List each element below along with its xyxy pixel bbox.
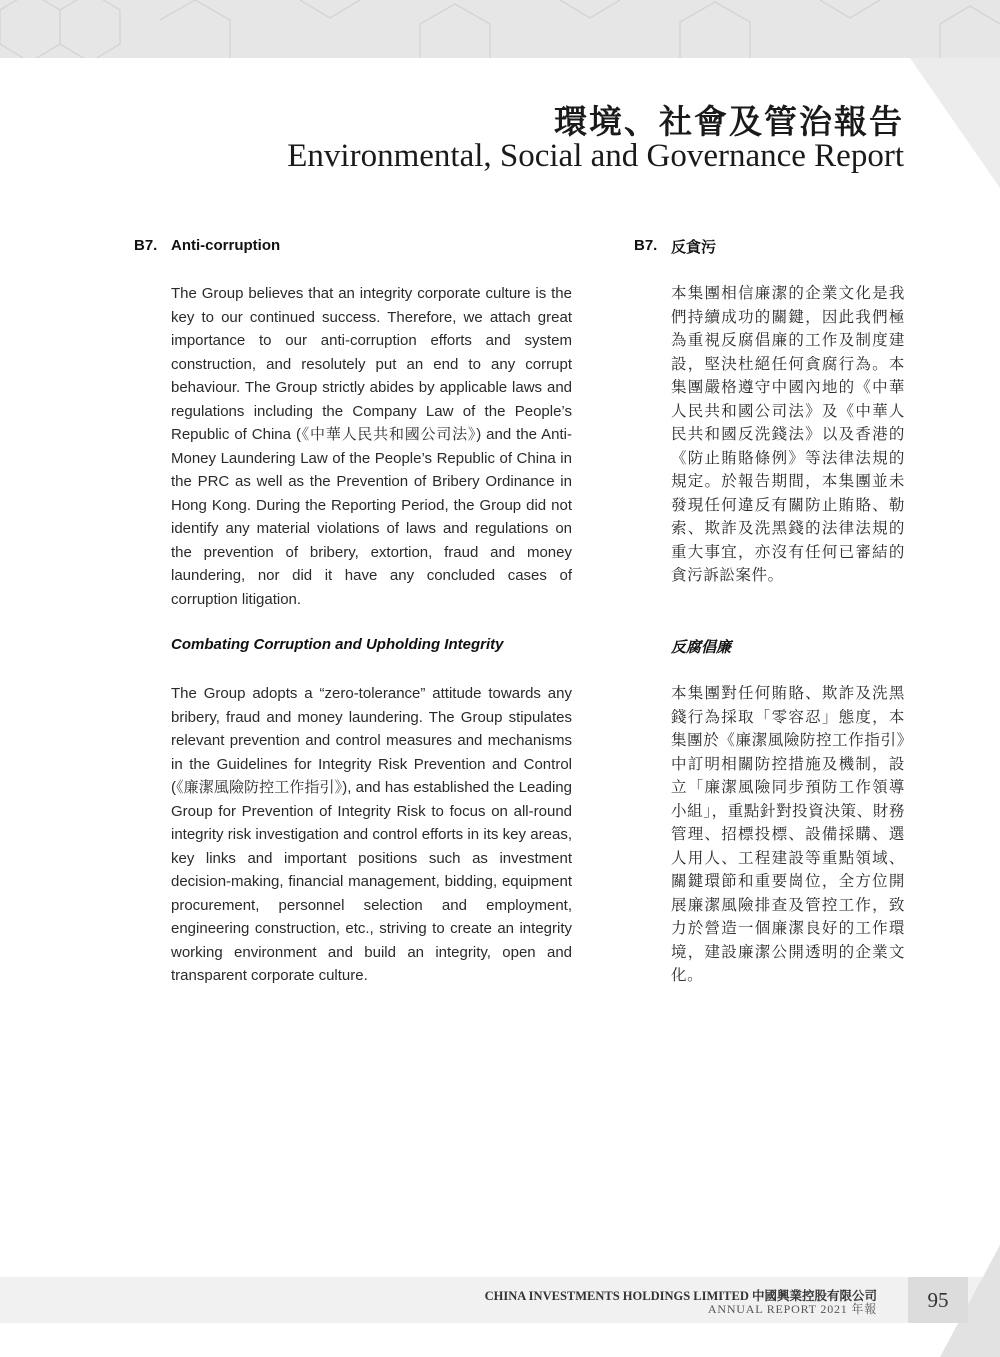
paragraph-integrity-en: The Group adopts a “zero-tolerance” attitude towards any bribery, fraud and money laundering. The Group stipulates relevant prevention and control measures and mechanisms in the Guidelines for Integrity Risk Prevention and Control (《廉潔風險防控工作指引》), and has established the Leading Group for Prevention of Integrity Risk to focus on all-round integrity risk investigation and control efforts in its key areas, key links and important positions such as investment decision-making, financial management, bidding, equipment procurement, personnel selection and employment, engineering construction, etc., striving to create an integrity working environment and build an integrity, open and transparent corporate culture.	[171, 685, 572, 984]
section-title-en: Anti-corruption	[171, 237, 281, 254]
paragraph-anti-corruption-en: The Group believes that an integrity corporate culture is the key to our continued success. Therefore, we attach great importance to our anti-corruption efforts and system construction, and resolutely put an end to any corrupt behaviour. The Group strictly abides by applicable laws and regulations including the Company Law of the People’s Republic of China (《中華人民共和國公司法》) and the Anti-Money Laundering Law of the People’s Republic of China in the PRC as well as the Prevention of Bribery Ordinance in Hong Kong. During the Reporting Period, the Group did not identify any material violations of laws and regulations on the prevention of bribery, extortion, fraud and money laundering, nor did it have any concluded cases of corruption litigation.	[171, 285, 572, 608]
paragraph-integrity-zh: 本集團對任何賄賂、欺詐及洗黑錢行為採取「零容忍」態度，本集團於《廉潔風險防控工作指引》中訂明相關防控措施及機制，設立「廉潔風險同步預防工作領導小組」，重點針對投資決策、財務管理、招標投標、設備採購、選人用人、工程建設等重點領域、關鍵環節和重要崗位，全方位開展廉潔風險排查及管控工作，致力於營造一個廉潔良好的工作環境，建設廉潔公開透明的企業文化。	[671, 684, 905, 984]
footer-report-label: ANNUAL REPORT 2021 年報	[707, 1302, 877, 1316]
subheading-integrity-en: Combating Corruption and Upholding Integrity	[171, 636, 504, 653]
report-title-english: Environmental, Social and Governance Report	[287, 138, 904, 174]
page-number: 95	[927, 1288, 949, 1312]
section-title-zh: 反貪污	[671, 238, 717, 256]
header-corner-decoration	[910, 58, 1000, 188]
report-title-chinese: 環境、社會及管治報告	[554, 102, 904, 141]
paragraph-anti-corruption-zh: 本集團相信廉潔的企業文化是我們持續成功的關鍵，因此我們極為重視反腐倡廉的工作及制度建設，堅決杜絕任何貪腐行為。本集團嚴格遵守中國內地的《中華人民共和國公司法》及《中華人民共和國反洗錢法》以及香港的《防止賄賂條例》等法律法規的規定。於報告期間，本集團並未發現任何違反有關防止賄賂、勒索、欺詐及洗黑錢的法律法規的重大事宜，亦沒有任何已審結的貪污訴訟案件。	[671, 284, 905, 584]
subheading-integrity-zh: 反腐倡廉	[671, 638, 732, 656]
section-number-en: B7.	[134, 237, 158, 254]
section-number-zh: B7.	[634, 237, 658, 254]
header-decoration-band	[0, 0, 1000, 58]
hexagon-pattern	[0, 0, 1000, 58]
footer-company-name: CHINA INVESTMENTS HOLDINGS LIMITED 中國興業控股有限公司	[484, 1289, 877, 1303]
